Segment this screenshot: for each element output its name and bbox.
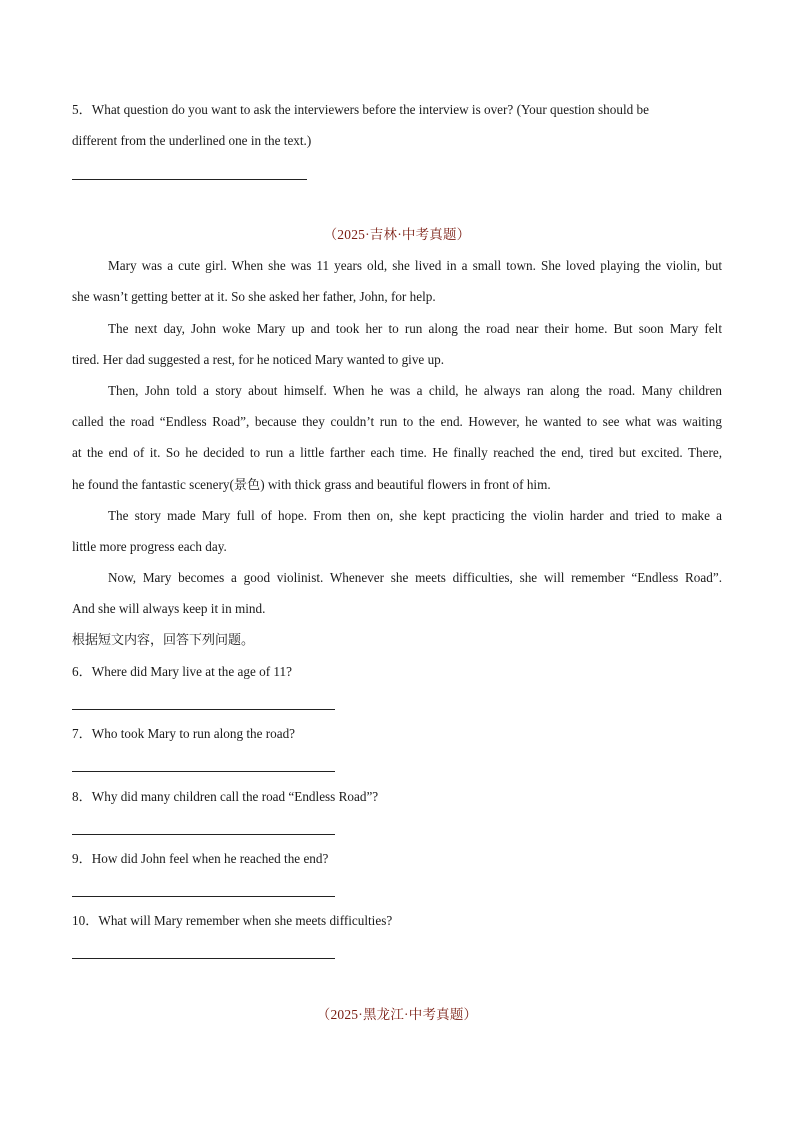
question-6: 6．Where did Mary live at the age of 11? [72,664,292,679]
passage-p1-line-1: Mary was a cute girl. When she was 11 years old, she lived in a small town. She loved playing the violin, but [108,258,722,273]
question-8: 8．Why did many children call the road “Endless Road”? [72,789,379,804]
answer-line-q7[interactable] [72,771,335,772]
passage-p5-line-1: Now, Mary becomes a good violinist. Whenever she meets difficulties, she will remember “Endless Road”. [108,570,722,585]
passage-p3-line-4: he found the fantastic scenery(景色) with thick grass and beautiful flowers in front of him. [72,477,551,492]
question-9: 9．How did John feel when he reached the end? [72,851,329,866]
question-5-line-1: 5．What question do you want to ask the interviewers before the interview is over? (Your question should be [72,102,649,117]
passage-p3-line-3: at the end of it. So he decided to run a little farther each time. He finally reached the end, tired but excited. There, [72,445,722,460]
answer-line-q6[interactable] [72,709,335,710]
source-heading-heilongjiang: （2025·黑龙江·中考真题） [316,1007,478,1022]
answer-line-q10[interactable] [72,958,335,959]
answer-line-q9[interactable] [72,896,335,897]
passage-p3-line-2: called the road “Endless Road”, because they couldn’t run to the end. However, he wanted to see what was waiting [72,414,722,429]
passage-p1-line-2: she wasn’t getting better at it. So she asked her father, John, for help. [72,289,436,304]
question-10: 10．What will Mary remember when she meets difficulties? [72,913,393,928]
passage-p5-line-2: And she will always keep it in mind. [72,601,266,616]
question-7: 7．Who took Mary to run along the road? [72,726,296,741]
answer-line-q5[interactable] [72,179,307,180]
passage-p4-line-2: little more progress each day. [72,539,227,554]
passage-p3-line-1: Then, John told a story about himself. When he was a child, he always ran along the road. Many children [108,383,722,398]
passage-p2-line-2: tired. Her dad suggested a rest, for he noticed Mary wanted to give up. [72,352,445,367]
source-heading-jilin: （2025·吉林·中考真题） [323,227,471,242]
instruction-text: 根据短文内容，回答下列问题。 [72,633,255,648]
question-5-line-2: different from the underlined one in the text.) [72,133,312,148]
answer-line-q8[interactable] [72,834,335,835]
passage-p4-line-1: The story made Mary full of hope. From then on, she kept practicing the violin harder and tried to make a [108,508,722,523]
passage-p2-line-1: The next day, John woke Mary up and took her to run along the road near their home. But soon Mary felt [108,321,722,336]
